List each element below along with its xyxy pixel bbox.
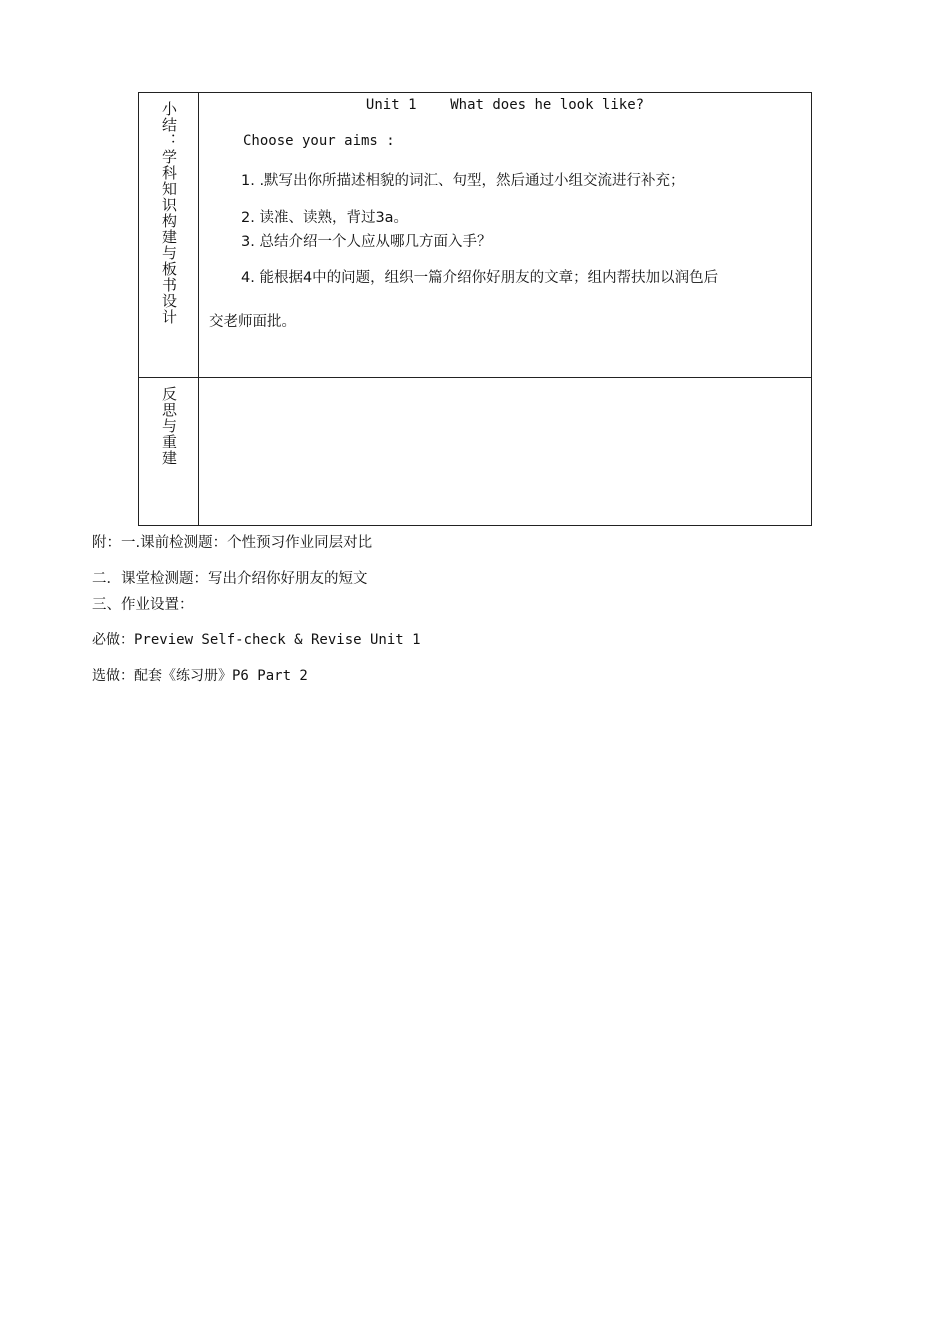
reflection-row <box>139 378 811 525</box>
appendix-class-test: 二．课堂检测题：写出介绍你好朋友的短文 <box>92 571 368 587</box>
appendix-homework-heading: 三、作业设置： <box>92 597 194 613</box>
reflection-label-cell <box>139 378 199 525</box>
summary-label-cell <box>139 93 199 377</box>
reflection-label: 反思与重建 <box>160 386 178 466</box>
summary-row <box>139 93 811 378</box>
appendix-pre-test: 附：一.课前检测题：个性预习作业同层对比 <box>92 535 373 551</box>
summary-content-cell <box>199 93 811 377</box>
appendix-optional-homework: 选做：配套《练习册》P6 Part 2 <box>92 668 308 684</box>
reflection-content-cell <box>199 378 811 525</box>
lesson-plan-table <box>138 92 812 526</box>
aim-item-1: 1. .默写出你所描述相貌的词汇、句型，然后通过小组交流进行补充； <box>241 173 685 189</box>
aim-item-4-continued: 交老师面批。 <box>209 314 296 330</box>
summary-label: 小结：学科知识构建与板书设计 <box>160 101 178 325</box>
unit-title: Unit 1 What does he look like? <box>365 97 645 113</box>
aims-heading: Choose your aims : <box>243 133 395 149</box>
aim-item-3: 3. 总结介绍一个人应从哪几方面入手？ <box>241 234 492 250</box>
aim-item-2: 2. 读准、读熟，背过3a。 <box>241 210 409 226</box>
appendix-required-homework: 必做：Preview Self-check & Revise Unit 1 <box>92 632 421 648</box>
aim-item-4: 4. 能根据4中的问题，组织一篇介绍你好朋友的文章；组内帮扶加以润色后 <box>241 270 719 286</box>
